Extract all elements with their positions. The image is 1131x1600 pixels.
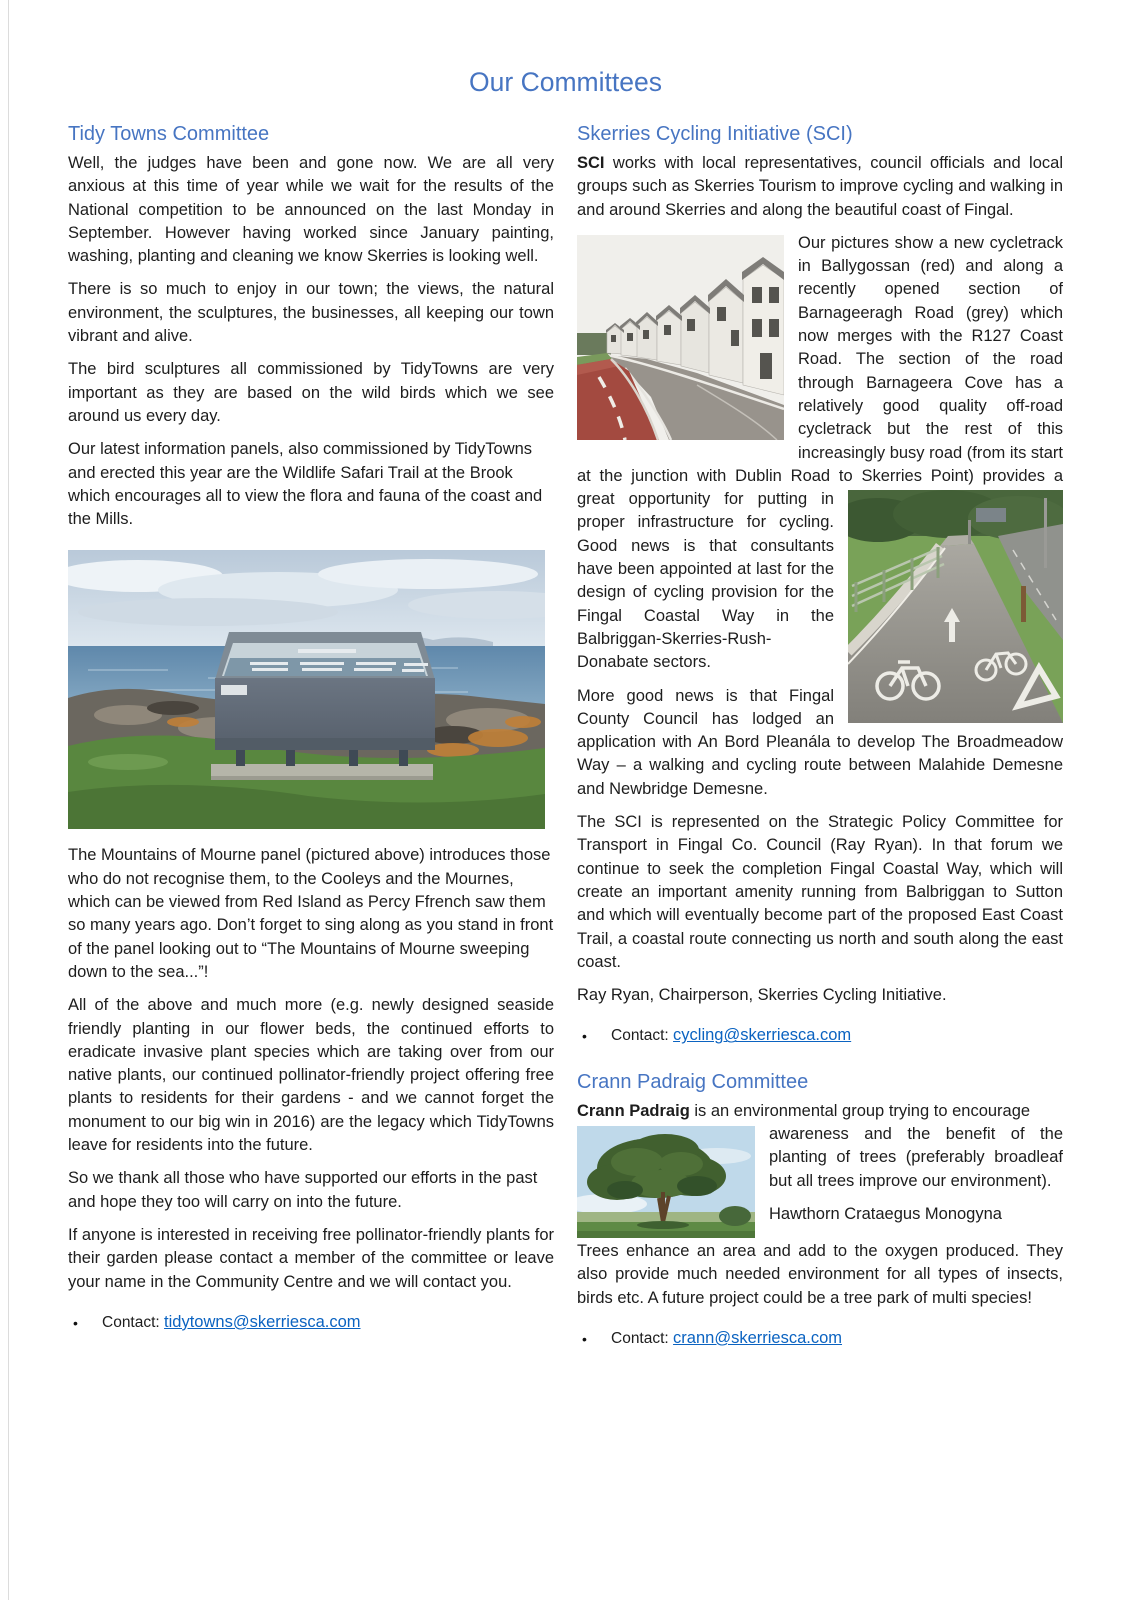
crann-contact-line [577, 1327, 1063, 1350]
sci-bold-lead: SCI [577, 154, 605, 172]
sci-intro-rest: works with local representatives, council officials and local groups such as Skerries Tourism to improve cycling and walking in and around Skerries and along the beautiful coast of Fingal. [577, 154, 1063, 219]
tidy-towns-enjoy-paragraph: There is so much to enjoy in our town; the views, the natural environment, the sculptures, the businesses, all keeping our town vibrant and alive. [68, 280, 554, 346]
cycling-email-link[interactable]: cycling@skerriesca.com [673, 1026, 852, 1045]
mourne-panel-photo [68, 550, 545, 829]
right-column [577, 121, 1063, 1350]
crann-wrap-block [577, 1123, 1063, 1226]
tidy-towns-section [68, 121, 554, 1334]
hawthorn-tree-photo [577, 1126, 755, 1238]
crann-intro-rest: is an environmental group trying to encourage [689, 1101, 1031, 1120]
tidy-towns-mourne-paragraph: The Mountains of Mourne panel (pictured above) introduces those who do not recognise them, to the Cooleys and the Mournes, which can be viewed from Red Island as Percy Ffrench saw them so many years ago. Don’t forget to sing along as you stand in front of the panel looking out to “The Mountains of Mourne sweeping down to the sea...”! [68, 846, 554, 981]
sci-pictures-text-2: a great opportunity for putting in proper infrastructure for cycling. Good news is that consultants have been appointed at last for the design of cycling provision for the Fingal Coastal Way in the Balbriggan-Skerries-Rush-Donabate sectors. [577, 466, 1063, 672]
sci-pictures-paragraph [577, 232, 1063, 675]
ballygossan-cycletrack-photo [577, 235, 784, 440]
hawthorn-caption: Hawthorn Crataegus Monogyna [769, 1204, 1002, 1223]
sci-intro-paragraph [577, 152, 1063, 222]
crann-email-link[interactable]: crann@skerriesca.com [673, 1328, 843, 1347]
contact-label: Contact: [102, 1313, 160, 1331]
bullet-icon: • [73, 1314, 78, 1331]
sci-contact-line [577, 1024, 1063, 1047]
sci-heading: Skerries Cycling Initiative (SCI) [577, 123, 853, 145]
sci-spc-paragraph: The SCI is represented on the Strategic Policy Committee for Transport in Fingal Co. Council (Ray Ryan). In that forum we continue to seek the completion Fingal Coastal Way, which will create an important amenity running from Balbriggan to Sutton and which will eventually become part of the proposed East Coast Trail, a coastal route connecting us north and south along the east coast. [577, 813, 1063, 971]
tidy-towns-thanks-paragraph: So we thank all those who have supported our efforts in the past and hope they too will carry on into the future. [68, 1169, 538, 1211]
crann-heading: Crann Padraig Committee [577, 1070, 809, 1093]
barnageeragh-cycletrack-photo [848, 490, 1063, 723]
tidy-towns-heading: Tidy Towns Committee [68, 123, 270, 145]
crann-wrapped-text: awareness and the benefit of the planting of trees (preferably broadleaf but all trees improve our environment). [769, 1124, 1063, 1190]
tidy-towns-judges-paragraph: Well, the judges have been and gone now. We are all very anxious at this time of year while we wait for the results of the National competition to be announced on the last Monday in September. However having worked since January painting, washing, planting and cleaning we know Skerries is looking well. [68, 154, 554, 266]
crann-intro-line [577, 1100, 1063, 1123]
tidy-towns-legacy-paragraph: All of the above and much more (e.g. newly designed seaside friendly planting in our flower beds, the continued efforts to eradicate invasive plant species which are taking over from our native plants, our continued pollinator-friendly project offering free plants to residents for their gardens - and we cannot forget the monument to our big win in 2016) are the legacy which TidyTowns leave for residents into the future. [68, 996, 554, 1155]
crann-trees-paragraph: Trees enhance an area and add to the oxygen produced. They also provide much needed environment for all types of insects, birds etc. A future project could be a tree park of multi species! [577, 1241, 1063, 1307]
tidy-towns-birds-paragraph: The bird sculptures all commissioned by TidyTowns are very important as they are based on the wild birds which we see around us every day. [68, 360, 554, 425]
tidy-towns-contact-line [68, 1311, 554, 1334]
tidy-towns-panels-paragraph: Our latest information panels, also commissioned by TidyTowns and erected this year are the Wildlife Safari Trail at the Brook which encourages all to view the flora and fauna of the coast and the Mills. [68, 440, 543, 529]
tidytowns-email-link[interactable]: tidytowns@skerriesca.com [164, 1312, 361, 1331]
bullet-icon: • [582, 1330, 587, 1347]
bullet-icon: • [582, 1028, 587, 1045]
sci-signature: Ray Ryan, Chairperson, Skerries Cycling Initiative. [577, 986, 947, 1005]
page-edge-line [8, 0, 9, 1600]
tidy-towns-pollinator-paragraph: If anyone is interested in receiving free pollinator-friendly plants for their garden please contact a member of the committee or leave your name in the Community Centre and we will contact you. [68, 1225, 554, 1291]
contact-label: Contact: [611, 1027, 669, 1045]
contact-label: Contact: [611, 1329, 669, 1347]
sci-pictures-text-1: Our pictures show a new cycletrack in Ballygossan (red) and along a recently opened section of Barnageeragh Road (grey) which now merges with the R127 Coast Road. The section of the road through Barnageera Cove has a relatively good quality off-road cycletrack but the rest of this increasingly busy road (from its start at the junction with Dublin Road to Skerries Point) provides [577, 233, 1064, 485]
crann-bold-lead: Crann Padraig [577, 1101, 690, 1120]
sci-broadmeadow-paragraph: More good news is that Fingal County Council has lodged an application with An Bord Pleanála to develop The Broadmeadow Way – a walking and cycling route between Malahide Demesne and Newbridge Demesne. [577, 686, 1063, 798]
page-title: Our Committees [469, 67, 662, 97]
